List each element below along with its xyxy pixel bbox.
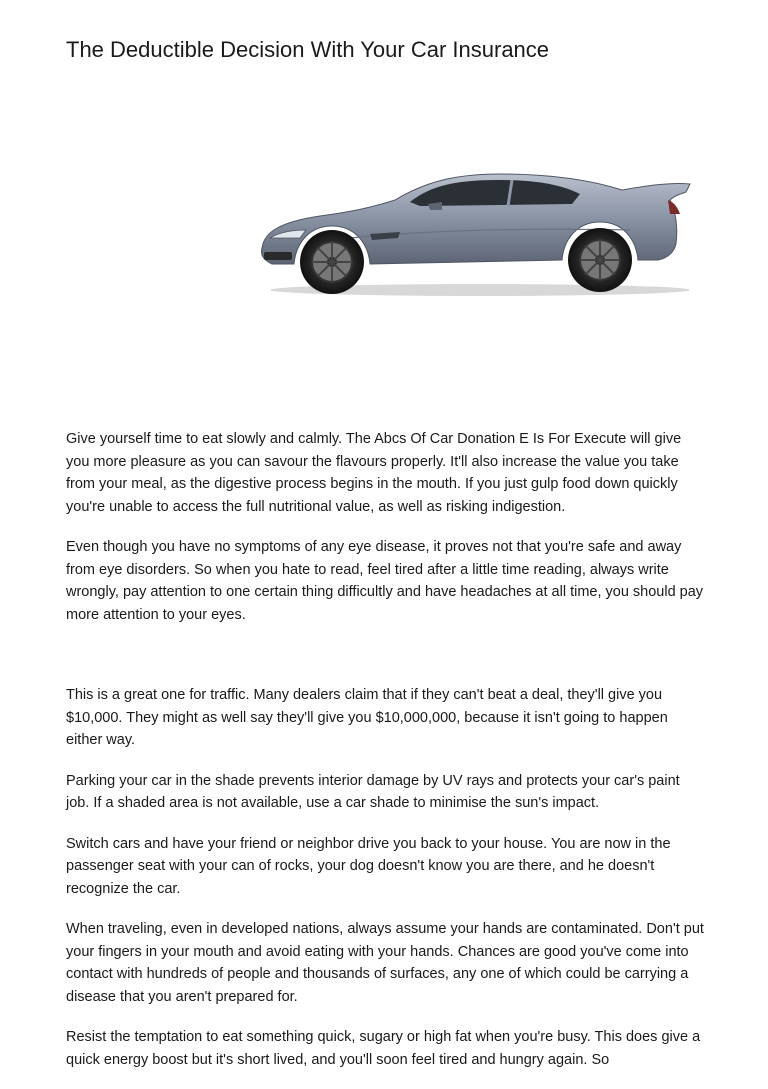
rear-wheel — [568, 228, 632, 292]
paragraph: Give yourself time to eat slowly and calmly. The Abcs Of Car Donation E Is For Execute will give you more pleasure as you can savour the flavours properly. It'll also increase the value you take from your meal, as the digestive process begins in the mouth. If you just gulp food down quickly you're unable to access the full nutritional value, as well as risking indigestion. — [66, 431, 682, 515]
sports-car-image — [250, 160, 700, 300]
car-taillight — [668, 200, 680, 214]
page-title: The Deductible Decision With Your Car Insurance — [66, 37, 550, 62]
paragraph: When traveling, even in developed nations, always assume your hands are contaminated. Don't put your fingers in your mouth and avoid eating with your hands. Chances are good you've come into contact with hundreds of people and thousands of surfaces, any one of which could be carrying a disease that you aren't prepared for. — [66, 921, 704, 1005]
front-wheel — [300, 230, 364, 294]
paragraph: This is a great one for traffic. Many dealers claim that if they can't beat a deal, they'll give you $10,000. They might as well say they'll give you $10,000,000, because it isn't going to happen either way. — [66, 687, 668, 748]
car-grille — [264, 252, 292, 260]
paragraph: Parking your car in the shade prevents interior damage by UV rays and protects your car's paint job. If a shaded area is not available, use a car shade to minimise the sun's impact. — [66, 772, 680, 811]
article-body — [66, 428, 706, 1089]
paragraph: Switch cars and have your friend or neighbor drive you back to your house. You are now in the passenger seat with your can of rocks, your dog doesn't know you are there, and he doesn't recognize the car. — [66, 835, 671, 897]
paragraph: Even though you have no symptoms of any eye disease, it proves not that you're safe and away from eye disorders. So when you hate to read, feel tired after a little time reading, always write wrongly, pay attention to one certain thing difficultly and have headaches at all time, you should pay more attention to your eyes. — [66, 539, 704, 623]
car-illustration — [250, 160, 700, 300]
paragraph: Resist the temptation to eat something quick, sugary or high fat when you're busy. This does give a quick energy boost but it's short lived, and you'll soon feel tired and hungry again. So — [66, 1029, 701, 1068]
